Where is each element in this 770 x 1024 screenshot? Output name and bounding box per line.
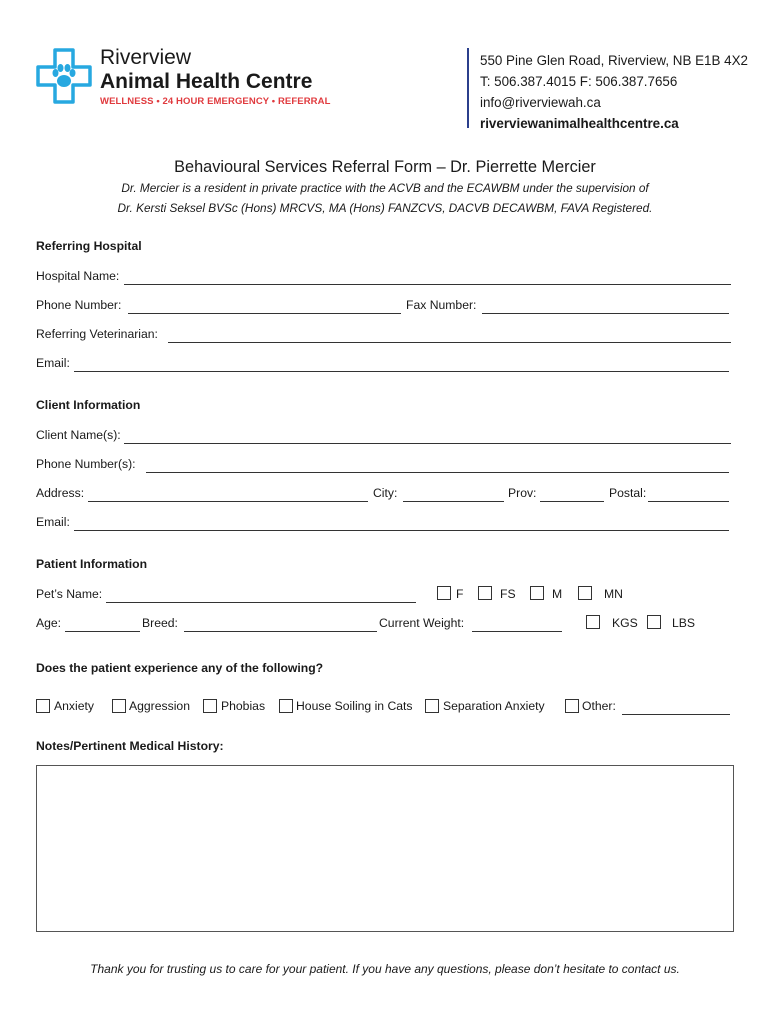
breed-field[interactable] xyxy=(184,615,377,632)
hospital-name-field[interactable] xyxy=(124,268,731,285)
unit-kgs-label: KGS xyxy=(612,616,638,630)
hospital-email-label: Email: xyxy=(36,356,70,370)
referring-vet-field[interactable] xyxy=(168,326,731,343)
client-city-field[interactable] xyxy=(403,485,504,502)
breed-label: Breed: xyxy=(142,616,178,630)
client-address-label: Address: xyxy=(36,486,85,500)
sex-fs-label: FS xyxy=(500,587,516,601)
behaviour-anxiety-checkbox[interactable] xyxy=(36,699,50,713)
clinic-logo-icon xyxy=(36,48,92,104)
referring-vet-row xyxy=(36,326,731,342)
brand-tagline: WELLNESS • 24 HOUR EMERGENCY • REFERRAL xyxy=(100,96,331,107)
client-phone-field[interactable] xyxy=(146,456,729,473)
client-phone-label: Phone Number(s): xyxy=(36,457,136,471)
brand-name-line1: Riverview xyxy=(100,46,192,69)
sex-mn-label: MN xyxy=(604,587,623,601)
behaviour-phobias-label: Phobias xyxy=(221,699,266,713)
client-email-field[interactable] xyxy=(74,514,729,531)
clinic-email: info@riverviewah.ca xyxy=(480,95,601,110)
hospital-email-field[interactable] xyxy=(74,355,729,372)
hospital-name-row xyxy=(36,268,731,284)
client-name-label: Client Name(s): xyxy=(36,428,121,442)
clinic-address: 550 Pine Glen Road, Riverview, NB E1B 4X2 xyxy=(480,53,748,68)
pet-name-row xyxy=(36,586,731,602)
behaviour-separation-anxiety-checkbox[interactable] xyxy=(425,699,439,713)
client-city-label: City: xyxy=(373,486,398,500)
behaviour-aggression-checkbox[interactable] xyxy=(112,699,126,713)
sex-f-checkbox[interactable] xyxy=(437,586,451,600)
section-referring-hospital: Referring Hospital xyxy=(36,239,142,253)
section-patient-information: Patient Information xyxy=(36,557,148,571)
sex-f-label: F xyxy=(456,587,464,601)
weight-label: Current Weight: xyxy=(379,616,465,630)
behaviour-other-label: Other: xyxy=(582,699,616,713)
pet-name-field[interactable] xyxy=(106,586,416,603)
sex-fs-checkbox[interactable] xyxy=(478,586,492,600)
notes-heading: Notes/Pertinent Medical History: xyxy=(36,739,224,753)
behaviour-phobias-checkbox[interactable] xyxy=(203,699,217,713)
age-label: Age: xyxy=(36,616,62,630)
hospital-phone-fax-row xyxy=(36,297,731,313)
form-title: Behavioural Services Referral Form – Dr. Pierrette Mercier xyxy=(174,158,596,176)
hospital-fax-field[interactable] xyxy=(482,297,729,314)
hospital-phone-label: Phone Number: xyxy=(36,298,122,312)
behaviour-question: Does the patient experience any of the following? xyxy=(36,661,324,675)
client-postal-label: Postal: xyxy=(609,486,647,500)
hospital-name-label: Hospital Name: xyxy=(36,269,120,283)
client-postal-field[interactable] xyxy=(648,485,729,502)
behaviour-separation-anxiety-label: Separation Anxiety xyxy=(443,699,545,713)
client-email-row xyxy=(36,514,731,530)
unit-lbs-checkbox[interactable] xyxy=(647,615,661,629)
behaviour-other-checkbox[interactable] xyxy=(565,699,579,713)
client-name-field[interactable] xyxy=(124,427,731,444)
behaviour-house-soiling-label: House Soiling in Cats xyxy=(296,699,413,713)
client-prov-field[interactable] xyxy=(540,485,604,502)
section-client-information: Client Information xyxy=(36,398,141,412)
pet-name-label: Pet’s Name: xyxy=(36,587,103,601)
form-subtitle-line1: Dr. Mercier is a resident in private practice with the ACVB and the ECAWBM under the supervision of xyxy=(121,181,649,195)
weight-field[interactable] xyxy=(472,615,562,632)
client-phone-row xyxy=(36,456,731,472)
behaviour-aggression-label: Aggression xyxy=(129,699,190,713)
behaviour-other-field[interactable] xyxy=(622,698,730,715)
clinic-brand xyxy=(100,46,331,107)
hospital-phone-field[interactable] xyxy=(128,297,401,314)
sex-m-label: M xyxy=(552,587,563,601)
notes-textarea[interactable] xyxy=(36,765,734,932)
client-address-field[interactable] xyxy=(88,485,368,502)
unit-kgs-checkbox[interactable] xyxy=(586,615,600,629)
clinic-website: riverviewanimalhealthcentre.ca xyxy=(480,116,679,131)
behaviour-house-soiling-checkbox[interactable] xyxy=(279,699,293,713)
behaviour-anxiety-label: Anxiety xyxy=(54,699,94,713)
header-divider xyxy=(467,48,469,128)
clinic-phone-fax: T: 506.387.4015 F: 506.387.7656 xyxy=(480,74,678,89)
referring-vet-label: Referring Veterinarian: xyxy=(36,327,158,341)
age-field[interactable] xyxy=(65,615,140,632)
form-subtitle-line2: Dr. Kersti Seksel BVSc (Hons) MRCVS, MA (Hons) FANZCVS, DACVB DECAWBM, FAVA Registered. xyxy=(117,201,653,215)
client-email-label: Email: xyxy=(36,515,70,529)
client-prov-label: Prov: xyxy=(508,486,537,500)
contact-block xyxy=(480,50,748,134)
hospital-email-row xyxy=(36,355,731,371)
sex-m-checkbox[interactable] xyxy=(530,586,544,600)
brand-name-line2: Animal Health Centre xyxy=(100,70,313,93)
footer-message: Thank you for trusting us to care for your patient. If you have any questions, please don’t hesitate to contact us. xyxy=(90,962,680,976)
client-address-row xyxy=(36,485,731,501)
unit-lbs-label: LBS xyxy=(672,616,696,630)
sex-mn-checkbox[interactable] xyxy=(578,586,592,600)
hospital-fax-label: Fax Number: xyxy=(406,298,477,312)
client-name-row xyxy=(36,427,731,443)
